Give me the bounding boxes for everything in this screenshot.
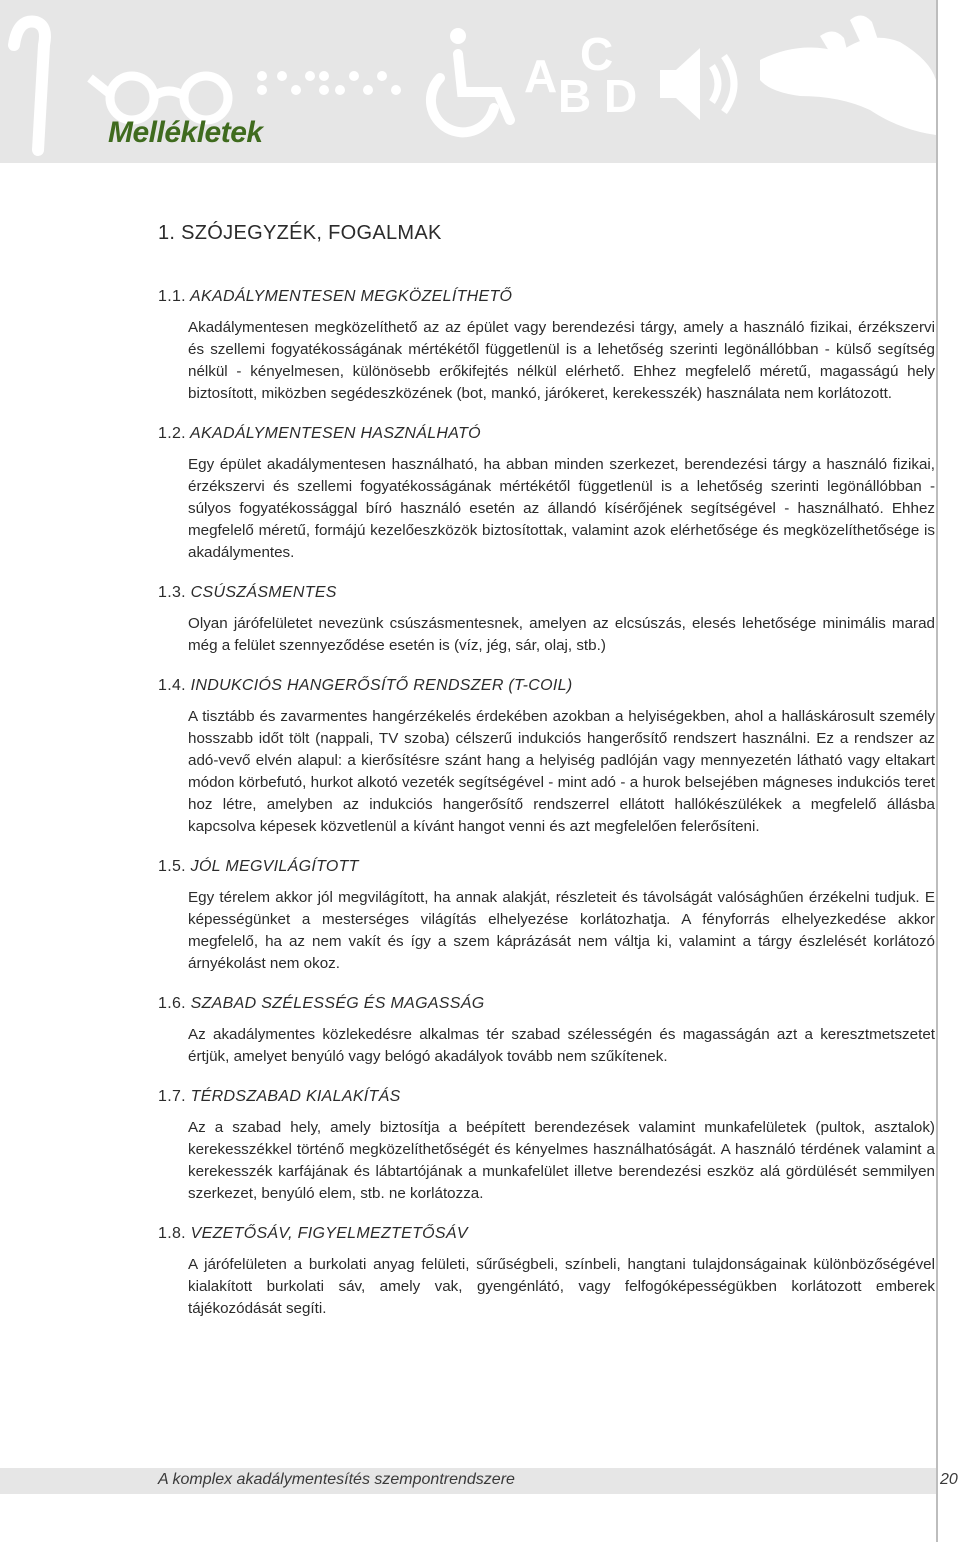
subsection-number: 1.6. (158, 995, 186, 1012)
subsection-body: A járófelületen a burkolati anyag felületi, sűrűségbeli, színbeli, hangtani tulajdonságainak különbözőségével kialakított burkolati sáv, amely vak, gyengénlátó, vagy felfogóképességükben korlátozott emberek tájékozódását segíti. (188, 1256, 935, 1317)
subsection-heading (158, 856, 935, 878)
subsection-number: 1.8. (158, 1225, 186, 1242)
page-number: 20 (940, 1471, 958, 1488)
subsection-body: Olyan járófelületet nevezünk csúszásmentesnek, amelyen az elcsúszás, elesés lehetősége minimális marad még a felület szennyeződése esetén is (víz, jég, sár, olaj, stb.) (188, 615, 935, 654)
subsection-body: A tisztább és zavarmentes hangérzékelés érdekében azokban a helyiségekben, ahol a halláskárosult személy hosszabb időt tölt (nappali, TV szoba) célszerű indukciós hangerősítő rendszert használni. Ez a rendszer az adó-vevő elvén alapul: a kierősítésre szánt hang a helyiség padlóján vagy mennyezetén látható vagy eltakart módon körbefutó, hurkot alkotó vezeték segítségével - mint adó - a hurok belsejében mágneses indukciós teret hoz létre, amelyben az indukciós hangerősítő rendszerrel ellátott hallókészülékek a megfelelő állásba kapcsolva képesek közvetlenül a kívánt hangot venni és azt megfelelően felerősíteni. (188, 708, 935, 835)
subsection-body: Egy térelem akkor jól megvilágított, ha annak alakját, részleteit és távolságát valósághűen érzékelni tudjuk. E képességünket a mesterséges világítás elhelyezése korlátozhatja. A fényforrás elhelyezkedése akkor megfelelő, ha az nem vakít és így a szem káprázását nem váltja ki, valamint a tárgy észlelését korlátozó árnyékolást nem okoz. (188, 889, 935, 972)
subsection-heading (158, 1086, 935, 1108)
subsection-1-2 (158, 423, 935, 564)
footer-text: A komplex akadálymentesítés szempontrendszere (158, 1471, 515, 1488)
subsection-title: SZABAD SZÉLESSÉG ÉS MAGASSÁG (190, 995, 485, 1012)
subsection-heading (158, 582, 935, 604)
wheelchair-icon (431, 28, 510, 132)
subsection-title: CSÚSZÁSMENTES (190, 584, 337, 601)
subsection-1-6 (158, 993, 935, 1068)
subsection-1-3 (158, 582, 935, 657)
header-banner (0, 0, 936, 163)
subsection-title: VEZETŐSÁV, FIGYELMEZTETŐSÁV (190, 1225, 468, 1242)
svg-text:C: C (580, 28, 614, 80)
subsection-heading (158, 286, 935, 308)
svg-text:D: D (604, 70, 638, 122)
subsection-number: 1.3. (158, 584, 186, 601)
subsection-heading (158, 1223, 935, 1245)
subsection-1-1 (158, 286, 935, 405)
subsection-title: TÉRDSZABAD KIALAKÍTÁS (190, 1088, 401, 1105)
right-rule (936, 0, 938, 1542)
subsection-number: 1.4. (158, 677, 186, 694)
glossary-content (158, 286, 935, 1320)
subsection-body: Akadálymentesen megközelíthető az az épület vagy berendezési tárgy, amely a használó fizikai, érzékszervi és szellemi fogyatékosságának mértékétől függetlenül is a lehetőség szerinti legönállóbban - külső segítség nélkül - kényelmesen, különösebb erőkifejtés nélkül elérhető. Ehhez megfelelő méretű, magasságú hely biztosított, miközben segédeszközének (bot, mankó, járókeret, kerekesszék) használata nem korlátozott. (188, 319, 935, 402)
subsection-title: JÓL MEGVILÁGÍTOTT (190, 858, 359, 875)
subsection-number: 1.5. (158, 858, 186, 875)
subsection-number: 1.1. (158, 288, 186, 305)
subsection-number: 1.7. (158, 1088, 186, 1105)
subsection-body: Az akadálymentes közlekedésre alkalmas tér szabad szélességén és magasságán azt a keresztmetszetet értjük, amelyet benyúló vagy belógó akadályok tovább nem szűkítenek. (188, 1026, 935, 1065)
subsection-1-7 (158, 1086, 935, 1205)
subsection-heading (158, 993, 935, 1015)
subsection-title: INDUKCIÓS HANGERŐSÍTŐ RENDSZER (T-COIL) (190, 677, 573, 694)
subsection-body: Egy épület akadálymentesen használható, ha abban minden szerkezet, berendezési tárgy a használó fizikai, érzékszervi és szellemi fogyatékosságának mértékétől függetlenül is a lehetőség szerinti legönállóbban - súlyos fogyatékossággal bíró használó esetén az állandó kísérőjének segítségével - használható. Ehhez megfelelő méretű, formájú kezelőeszközök biztosítottak, valamint azok elérhetősége és megközelíthetősége is akadálymentes. (188, 456, 935, 561)
svg-text:A: A (524, 50, 558, 102)
subsection-title: AKADÁLYMENTESEN MEGKÖZELÍTHETŐ (190, 288, 513, 305)
cane-icon (14, 21, 45, 150)
subsection-heading (158, 675, 935, 697)
braille-icon (257, 71, 401, 95)
glasses-icon (90, 76, 228, 120)
subsection-heading (158, 423, 935, 445)
header-title: Mellékletek (108, 116, 263, 149)
subsection-number: 1.2. (158, 425, 186, 442)
subsection-body: Az a szabad hely, amely biztosítja a beépített berendezések valamint munkafelületek (pultok, asztalok) kerekesszékkel történő megközelíthetőségét és kényelmes használhatóságát. A használó térdének valamint a kerekesszék karfájának és lábtartójának a munkafelület illetve berendezési eszköz alá gördülését semmilyen szerkezet, benyúló elem, stb. ne korlátozza. (188, 1119, 935, 1202)
subsection-1-8 (158, 1223, 935, 1320)
subsection-1-5 (158, 856, 935, 975)
speaker-icon (660, 48, 734, 120)
abcd-letters-icon (524, 28, 637, 122)
svg-text:B: B (558, 70, 592, 122)
subsection-title: AKADÁLYMENTESEN HASZNÁLHATÓ (190, 425, 481, 442)
hand-icon (760, 15, 936, 135)
subsection-1-4 (158, 675, 935, 838)
section-title: 1. SZÓJEGYZÉK, FOGALMAK (158, 222, 442, 244)
